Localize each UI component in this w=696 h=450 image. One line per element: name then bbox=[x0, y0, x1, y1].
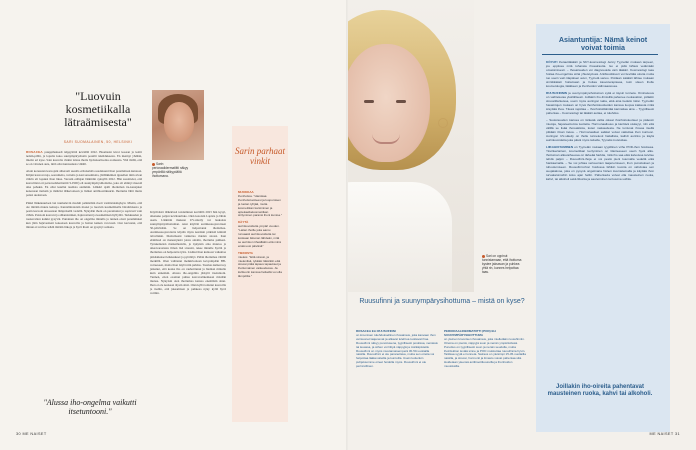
eye-right bbox=[396, 100, 406, 103]
expert-sidebar bbox=[536, 24, 670, 432]
intro-lead: ROSACEA bbox=[26, 150, 43, 154]
face-shape bbox=[348, 44, 430, 162]
tips-box bbox=[232, 126, 288, 422]
sari-portrait-photo bbox=[152, 90, 204, 160]
article-intro-column bbox=[26, 150, 142, 229]
tips-heading: Sarin parhaat vinkit bbox=[234, 146, 286, 166]
right-page bbox=[348, 0, 696, 450]
tips-body bbox=[238, 188, 282, 279]
body-paragraph-1: Aloin kotesuten kasvojani aliteraali usealla erilaiselalla saadakseni ihon paremmaan kuntoon. Kilpin kasvoveroja, seerumeita, voiteita ja kasvonaamioita, jäälläkkimen igusellen iniin aivan väärin eli lopuksi ihon likaa. Varasin etälajan lääkäriin syksyllä 2022. Hän suosittelei, että kasvolilani eri perioraalidermatiiti S-POD) eli suunympärysihottuma, joka oli ehtinyt meesiä aika pahaksi. En ollut kuullut taudista aiemmin. Lääkäri ajalli ihottuman ita-kanajaksi kokonaan tiemain ja määräsi lääkevoiteen ja lisäksi antibioottikuurin. Ihottuma lähti mutta palasi uudestaan. bbox=[26, 169, 142, 198]
question-column-2: PERIORAALIDERMATIITTI (POD) ELI SUUNYMPÄRYSIHOTTUMA on yleinen kroonisen ihosairaus, joka mielletään ruusufinniin. Oireina on pieniä, näppyjä suun ja nenän ympäristössä. Punoitus on tyypillisesti suun ja nenän seudulla, mutta ihoinfektion leviää sinne ja POD muistuttaa ruusufinnia hyvin. Tarkkaa syytä ei tunneta. Sairaus on yleisimpi 15-45-vuotiailla naisilla, ja stressi, hormonit ja ilmasto voivat pahentaa sitä. Hoidetaan yleensä antibioottikuureilla ja ihonhoidon muutoksilla. bbox=[444, 329, 526, 369]
question-heading: Ruusufinni ja suunympärysihottuma – mistä on kyse? bbox=[359, 298, 525, 305]
left-footer: 30 ME NAISET bbox=[16, 432, 47, 436]
heading-rule bbox=[542, 54, 658, 55]
tip-1: MUOKKAA ihonhoitoa. "Hanskaa ihonhoitotuotteesi ja luopumisen ja luotan tyhjää, mutta kosmetiikan karsiminen ja aptekaelkekosmetiikan siirtyminen paransi ihoni kuntoa." bbox=[238, 190, 282, 218]
article-column-3 bbox=[150, 210, 226, 295]
earring-shape bbox=[438, 118, 448, 128]
tip-2: KÄYTÄ aurinkovoidetta ympäri vuoden. "Laitan ihoille joka aamu runsaasti aurinkovoidetta tai koskaan ikkunan lähdeän, mitä se aurinkon tiheälläkin että minä enää uusi päivänä" bbox=[238, 220, 281, 248]
torso-shape bbox=[348, 182, 452, 292]
expert-portrait-photo bbox=[348, 0, 474, 292]
photo-caption-left: Sarin perioraalidermatiitti näkyy ympärillä nälkyydältä ihottumana. bbox=[152, 162, 189, 179]
expert-pull-quote: Joillakin iho-oireita pahentavat mausteinen ruoka, kahvi tai alkoholi. bbox=[547, 384, 653, 397]
expert-heading: Asiantuntija: Nämä keinot voivat toimia bbox=[558, 35, 648, 52]
question-column-1: ROSACEA ELI RUUSUFINNI on kroonisen tulehduksellinen ihosairaus, joka kasvaen ihon verisuonet laajenevat ja alkavat tulehtua tuottavat ihoa. Ruusufinni näkyy punoitusena, tyypillisesti poskissa, nenässä tai leuassa, ja siihen voi liittyä näppyjä ja märkäpisteitä. Ruusufinni on myös muutamaisemperä 30-50-vuotiailla naisilla. Ruusufinni ei ole paranettava, mutta sen oireita voi helpottaa lääkevoiteilla ja kuntoilla. Usein kuitenkin puhjeksomme oireet hoidolla myös. Ruusufinni ei ole perinnöllinen. bbox=[356, 329, 438, 369]
pull-quote: "Alussa iho-ongelma vaikutti itsetuntooni." bbox=[43, 398, 137, 416]
article-title: "Luovuin kosmetiikalla lätraämisesta" bbox=[64, 89, 132, 129]
intro-paragraph: ROSACEA puuppiheksedi näppylöitä keväällä 2022. Huomasin kivoi kosaan ja koltti nenän-pilliä, ja lopulta koko suunympäryshotin pounlit tulehduksesta. En mennyt yhdään, mietin eri kyse. Sain kasvelta vinkin lantaa ihoile hydrokortisonia-voideesta. Yhä täällä, että se on virtanen auta, niitä olisi kuntoutusta vähäll. bbox=[26, 150, 142, 167]
tip-3: TIEDOSTA mielesi. "Että stressi, ja mielenlisä, tykkää: läkärkiin että stressi pitää tapaus tapaukset ja ihottumainen vaikeudessa. Ja kulttuurin kanssa hetkellä voi olla lämpötila." bbox=[238, 250, 282, 279]
face-shape bbox=[164, 102, 194, 142]
right-footer: ME NAISET 31 bbox=[649, 432, 680, 436]
expert-body: KÖYHTI ihotautilääkäri ja SKY-kosmetologi Jenny Tyynelän mukaan tarpeen, jos eppiissa mitä tuhansia ihosairautta. Iso ei pidä lähteä vetämään omatoimisesti. – Ihosairauden voi diagnosoida vain lääkäri. Kosmetologi taas hoitaa iho-ongelmia siinä yhteistyössä. Antibioottikuuri voi lievittää oireita mutta tuo usein vain tilapäisen avun, Tyynelä sanoo. Potilaan Lääkäri lähtee mukaan sinnikkäästi hoitamaan ja hoitaa kasvoterapiassa, kuin siteen iholle kosmetologia, lääkkeen ja ihonhoidon välimaastossa. RUUSUFINNIN ja suunympärysihottuman syitä ei täysin tunneta. Ominaisuus on vaihtelevaa yksilöllisesti. Joillakin iho-ihmisillä pahenee ruokavalion, joillakin stressitilanteissa, usein myös auringon takia, eikä aina tiedetä miksi. Tyynelän havaintojen mukaan on hyvä ihonhoitotuotteiden kanssa luopua kaikesta mikä ärsyttää ihoa. Tässä rajoittaa – Ihonhoitoliitäntää kannattaa aina – Tyypillisesti pahentaa – Kosmetologi tai lääkäri auttaa, ei tulehdus. – Suoloisuuden kanssa on tärkeää valita oikeat ihonhoitotuotteet ja pääosin mietoja, hajusteettomia tuotteita. Hormonaalisuus ja kiertävä sisäsyyt, niin että välillä se lisää ihoreaktiota, kuten raskaudesta. Ne tuntuvat ihossa itsellä pitkään ilman tietoa. – Hormonaaliset saikkel voivat vaikuttaa ihon kuntoon. Auringon UV-säteily on iholle tunnetusti haitallista, kaihdi aurinko ja käytä aurinkovoidetta joka päivä myös talvella, Tyynelä muistuttaa. LIIKAHOITAMINEN on Tyynelän mukaan tyypillinen virhe POD-ihon hoidossa. Yksinkertainen, kosmetiikan kertyminen on tilanteeseen usein hyvä alku. Ihottuman alkuvaiheessa on tärkeää harkita, mitä iho saa eikä kaivoissa tarvitse tehdä paljon – Ruusufinni-ihoja ei voi pestä pieni kuumalla vedellä eikä hankaamalla. – Se voi johtaa verisuonien laajenemiseen, ihon punoituksen ja tuhoutumiseen. Ruusufinni-ihon hoidossa lähikin tuvoita on vahvistaa sen suojakalvoa, joka on pysyvä ongelmana hänen kuuntelemalla ja käyttää ihon turvakarsinoihin koko ajan hellin. Pahentavia voivat olla mausteinen ruoka, kahvi, tai alkoholi sekä liikunta ja saunominen tai kuuma suihku. bbox=[546, 60, 654, 181]
photo-caption-right: Sari on oppinut tunnistamaan, että ihottuma kystee jaksavan ja puhkea yhtä rin, kunnes helpottaa taas. bbox=[482, 254, 522, 275]
article-byline: SARI SUOMALAINEN, 50, HELSINKI bbox=[63, 140, 133, 144]
body-paragraph-2: Pinkä lääkekuurisen lan tuumelevin moduli pelkästään riseit varmistaisikykysi. Mietin, että ole mitään muuta keinoja. Kuntalintaloisin monet ja luovuin kosmetiikalla lätraämisesta ja pesin kasvoni ainoastaan lämpöisellä vedellä. Nykyään ihoni on parantunut ja sopivasti vain vähän. Poistoin kasvoni ja alhansisäinen, hajuvesiteni ja kosmetiikan hyllyiltä. Tarkkuuden ja ruokavalion kaikki pysyvät. Punainen iho on ongelma minulla ja tunnen oloni paremmaksi kun jätin hajuvesiteni kokonaan kasvoilta ja hoitan kaiken varovasti. Oon kasvanut, että minun ei tarvitse tehdä mitään liikoja ja hyvä ihoni on pysynyt samana. bbox=[26, 200, 142, 229]
body-paragraph-3: Käytävästä lääkärissä toistuminen keväällä 2023 hän kysyi, alkaneko paljon kevätaurinko. Olen kotoisin Lapista ja lähde usein. Lääkärin mukaan UV-säteily voi laukaista suunympärysihottuman. Aion käyttää aurinkosuojavoiteen 50-päivinään. Se on helpottanut ihottumaa. Aurinkosuojavoitetta käytän myös kesäisin pitkästä kiinniä talvellakin. Ihottumaani vaikuttaa mielen stressi. Kun elämässä on menestyksiä joista antalin, ihottuma puhkesi. Työskentelen matkailualalla, ja nykyisin aina muutos ja aikaavarastusta ilman lisä stressiä, tekee minulle hyvää ja ihottumaa on helpotettu tytös. Lisäksi ihon kuntoon vaikuttaa pitkäaikaiset leikkaukset ja pyöräilyt. Pidän ihottumaa vihillä merkillä. Olen vaihtanut meikkivoiteen kevyempään BB-voiteeseen, mutta ihon näytä niin puhdas. Tuomas kulkevaoy jatkanut, että koska iho on rauhoittunut ja hieman minulle kuin ennenkin. Alussa iho-ongelma järkytti itsetuntoni. Tunnen, etten osannut puhua kasvovelikenkaan mistään munaa. Nykyisin olen ihottumaa kanssa enemmän sinut. Ihon ei ole koskaan täysin siisti. Olen kyllä tottunut kasvoilla ja tiedän, että jaksamisen ja puhkeaa nyky kyllä hyvä voimin. bbox=[150, 210, 226, 295]
eye-left bbox=[364, 100, 374, 103]
